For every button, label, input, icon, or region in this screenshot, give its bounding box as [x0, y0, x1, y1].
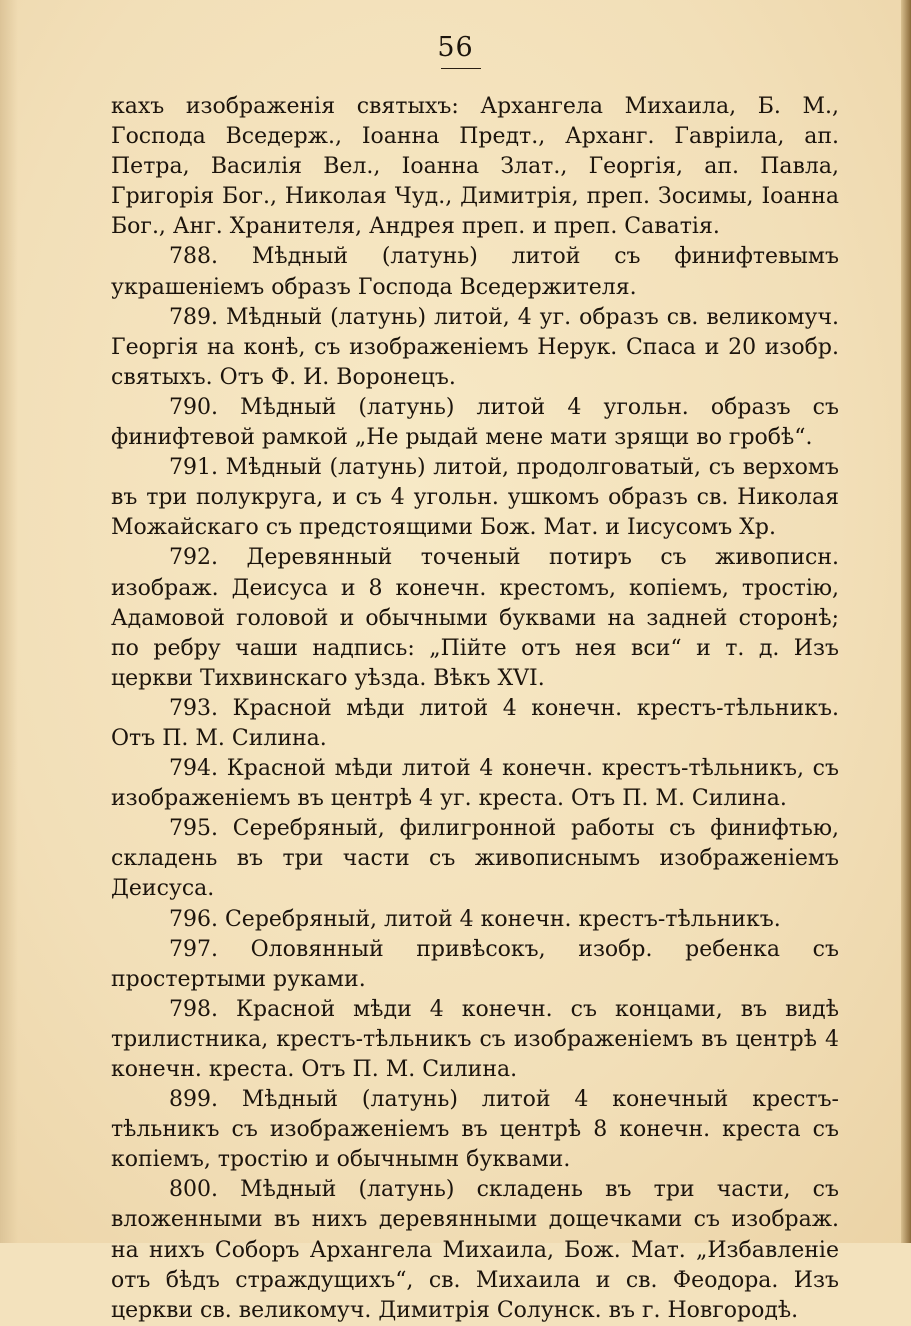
entry-793: 793. Красной мѣди литой 4 конечн. крестъ-тѣльникъ. Отъ П. М. Силина. — [111, 695, 839, 751]
entry-789: 789. Мѣдный (латунь) литой, 4 уг. образъ св. великомуч. Георгія на конѣ, съ изображеніемъ Нерук. Спаса и 20 изобр. святыхъ. Отъ Ф. И. Воронецъ. — [111, 304, 839, 390]
page-number-rule — [441, 68, 481, 69]
page-number: 56 — [437, 32, 474, 63]
entry-796: 796. Серебряный, литой 4 конечн. крестъ-тѣльникъ. — [169, 906, 781, 932]
entry-791: 791. Мѣдный (латунь) литой, продолговатый, съ верхомъ въ три полукруга, и съ 4 угольн. ушкомъ образъ св. Николая Можайскаго съ предстоящими Бож. Мат. и Іисусомъ Хр. — [111, 455, 839, 541]
entry-788: 788. Мѣдный (латунь) литой съ финифтевымъ украшеніемъ образъ Господа Вседержителя. — [111, 244, 839, 300]
entry-899: 899. Мѣдный (латунь) литой 4 конечный крестъ-тѣльникъ съ изображеніемъ въ центрѣ 8 конечн. креста съ копіемъ, тростію и обычнымн буквами. — [111, 1087, 839, 1173]
entry-797: 797. Оловянный привѣсокъ, изобр. ребенка съ простертыми руками. — [111, 936, 839, 992]
page-edge — [901, 0, 911, 1243]
entry-795: 795. Серебряный, филигронной работы съ финифтью, складень въ три части съ живописнымъ изображеніемъ Деисуса. — [111, 816, 839, 902]
entry-792: 792. Деревянный точеный потиръ съ живописн. изображ. Деисуса и 8 конечн. крестомъ, копіемъ, тростію, Адамовой головой и обычными буквами на задней сторонѣ; по ребру чаши надпись: „Пійте отъ нея вси“ и т. д. Изъ церкви Тихвинскаго уѣзда. Вѣкъ XVI. — [111, 545, 839, 691]
paragraph-continuation: кахъ изображенія святыхъ: Архангела Михаила, Б. М., Господа Вседерж., Іоанна Предт., Арханг. Гавріила, ап. Петра, Василія Вел., Іоанна Злат., Георгія, ап. Павла, Григорія Бог., Николая Чуд., Димитрія, преп. Зосимы, Іоанна Бог., Анг. Хранителя, Андрея преп. и преп. Саватія. — [111, 94, 839, 240]
entry-800: 800. Мѣдный (латунь) складень въ три части, съ вложенными въ нихъ деревянными дощечками съ изображ. на нихъ Соборъ Архангела Михаила, Бож. Мат. „Избавленіе отъ бѣдъ страждущихъ“, св. Михаила и св. Феодора. Изъ церкви св. великомуч. Димитрія Солунск. въ г. Новгородѣ. — [111, 1177, 839, 1323]
entry-794: 794. Красной мѣди литой 4 конечн. крестъ-тѣльникъ, съ изображеніемъ въ центрѣ 4 уг. креста. Отъ П. М. Силина. — [111, 756, 839, 812]
page-shadow — [0, 0, 18, 1243]
entry-798: 798. Красной мѣди 4 конечн. съ концами, въ видѣ трилистника, крестъ-тѣльникъ съ изображеніемъ въ центрѣ 4 конечн. креста. Отъ П. М. Силина. — [111, 996, 839, 1082]
body-text — [111, 92, 839, 1326]
entry-790: 790. Мѣдный (латунь) литой 4 угольн. образъ съ финифтевой рамкой „Не рыдай мене мати зрящи во гробѣ“. — [111, 394, 839, 451]
